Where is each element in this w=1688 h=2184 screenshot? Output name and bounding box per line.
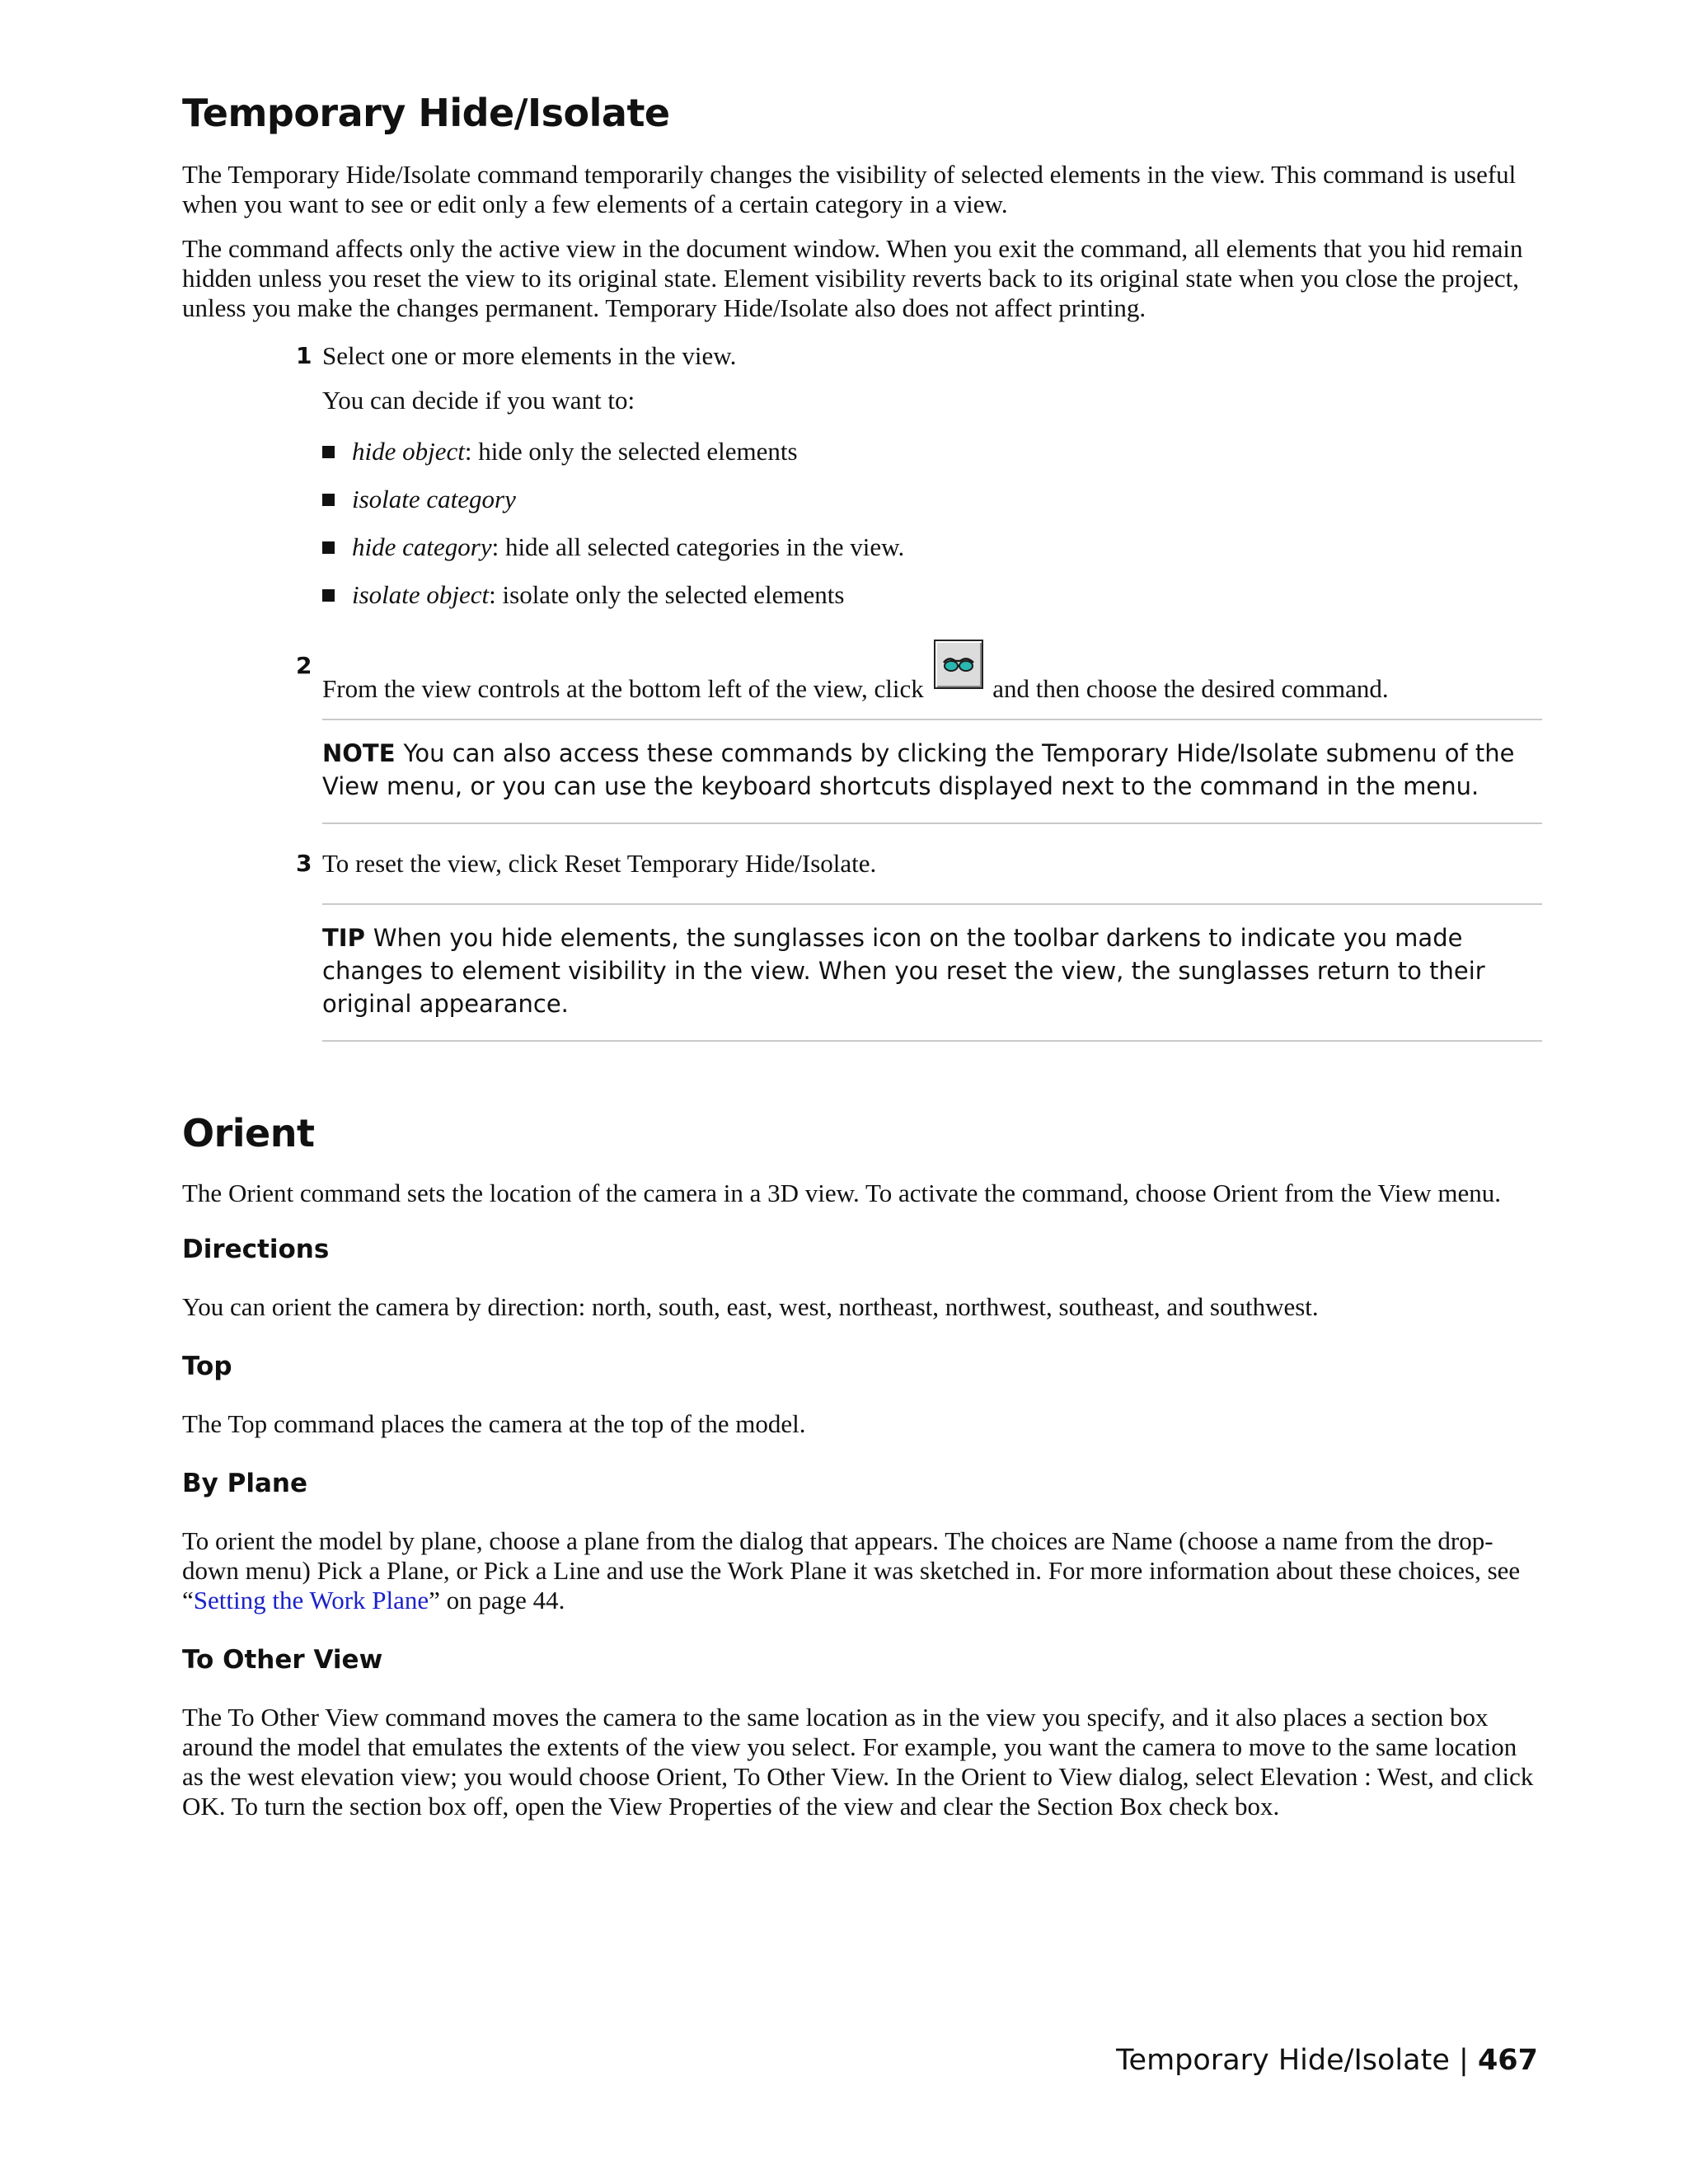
by-plane-text xyxy=(182,1526,1542,1615)
step-1 xyxy=(296,341,1542,415)
intro-paragraph: The Temporary Hide/Isolate command temporarily changes the visibility of selected elements in the view. This command is useful when you want to see or edit only a few elements of a certain category in a view. xyxy=(182,160,1517,218)
bullet-square-icon xyxy=(322,541,335,554)
tip-text: When you hide elements, the sunglasses icon on the toolbar darkens to indicate you made changes to element visibility in the view. When you reset the view, the sunglasses return to their original appearance. xyxy=(322,924,1485,1018)
note-callout xyxy=(322,719,1542,824)
option-term: isolate object xyxy=(352,580,490,609)
list-item xyxy=(322,532,1542,562)
other-view-text: The To Other View command moves the camera to the same location as in the view you specify, and it also places a section box around the model that emulates the extents of the view you select. For example, you want the camera to move to the same location as the west elevation view; you would choose Orient, To Other View. In the Orient to View dialog, select Elevation : West, and click OK. To turn the section box off, open the View Properties of the view and clear the Section Box check box. xyxy=(182,1703,1534,1821)
step-3 xyxy=(296,849,1542,879)
steps-list xyxy=(296,341,1542,1042)
bullet-square-icon xyxy=(322,494,335,506)
tip-callout xyxy=(322,903,1542,1042)
subheading-by-plane: By Plane xyxy=(182,1469,307,1498)
step-number: 3 xyxy=(296,850,312,877)
options-list xyxy=(322,437,1542,610)
footer-separator: | xyxy=(1459,2044,1469,2077)
list-item xyxy=(322,485,1542,514)
step-subtext: You can decide if you want to: xyxy=(322,386,635,415)
by-plane-text-after: ” on page 44. xyxy=(429,1586,565,1615)
option-term: hide object xyxy=(352,437,465,466)
bullet-square-icon xyxy=(322,446,335,458)
list-item xyxy=(322,580,1542,610)
step-text-before: From the view controls at the bottom left of the view, click xyxy=(322,674,924,703)
page-number: 467 xyxy=(1477,2044,1538,2077)
page-content xyxy=(182,91,1542,1821)
subheading-directions: Directions xyxy=(182,1235,330,1264)
sunglasses-icon[interactable] xyxy=(934,640,983,689)
option-description: : hide all selected categories in the view. xyxy=(491,532,905,561)
scope-paragraph: The command affects only the active view in the document window. When you exit the command, all elements that you hid remain hidden unless you reset the view to its original state. Element visibility reverts back to its original state when you close the project, unless you make the changes permanent. Temporary Hide/Isolate also does not affect printing. xyxy=(182,234,1523,322)
step-2 xyxy=(296,651,1542,704)
subheading-top: Top xyxy=(182,1352,232,1381)
note-text: You can also access these commands by clicking the Temporary Hide/Isolate submenu of the View menu, or you can use the keyboard shortcuts displayed next to the command in the menu. xyxy=(322,739,1515,800)
step-text: To reset the view, click Reset Temporary Hide/Isolate. xyxy=(322,849,877,878)
page-footer xyxy=(1116,2044,1538,2077)
step-number: 2 xyxy=(296,652,312,679)
option-term: hide category xyxy=(352,532,492,561)
section-title-temporary-hide-isolate: Temporary Hide/Isolate xyxy=(182,91,670,135)
footer-section-name: Temporary Hide/Isolate xyxy=(1116,2044,1450,2077)
bullet-square-icon xyxy=(322,589,335,602)
by-plane-text-before: To orient the model by plane, choose a plane from the dialog that appears. The choices are Name (choose a name from the drop-down menu) Pick a Plane, or Pick a Line and use the Work Plane it was sketched in. For more information about these choices, see “ xyxy=(182,1526,1521,1615)
tip-tag: TIP xyxy=(322,924,365,952)
directions-text: You can orient the camera by direction: north, south, east, west, northeast, northwest, southeast, and southwest. xyxy=(182,1292,1319,1321)
option-term: isolate category xyxy=(352,485,516,513)
option-description: : isolate only the selected elements xyxy=(489,580,845,609)
section-title-orient: Orient xyxy=(182,1111,315,1155)
top-text: The Top command places the camera at the top of the model. xyxy=(182,1409,806,1438)
step-text: Select one or more elements in the view. xyxy=(322,341,737,370)
note-tag: NOTE xyxy=(322,739,396,767)
step-number: 1 xyxy=(296,342,312,369)
setting-work-plane-link[interactable]: Setting the Work Plane xyxy=(193,1586,429,1615)
list-item xyxy=(322,437,1542,466)
option-description: : hide only the selected elements xyxy=(464,437,798,466)
step-text-after: and then choose the desired command. xyxy=(992,674,1389,703)
subheading-to-other-view: To Other View xyxy=(182,1645,383,1675)
orient-intro: The Orient command sets the location of the camera in a 3D view. To activate the command, choose Orient from the View menu. xyxy=(182,1179,1501,1207)
